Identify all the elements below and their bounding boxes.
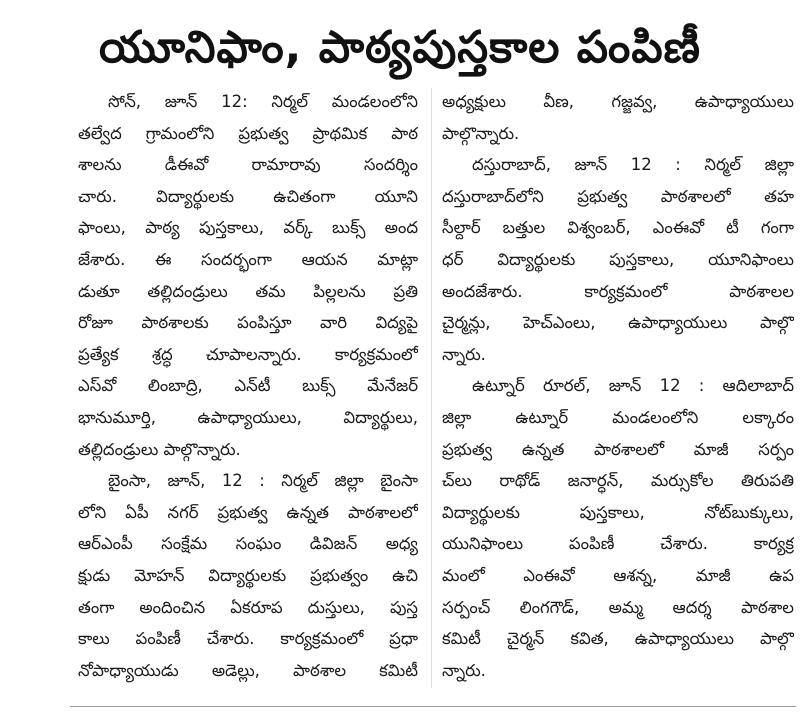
text-line: లోని ఏపీ నగర్‌ ప్రభుత్వ ఉన్నత పాఠశాలలో [78,502,418,522]
text-line: ఎస్‌వో లింబాద్రి, ఎన్‌టీ బుక్స్‌ మేనేజర్‌ [78,376,418,396]
column-divider [431,88,432,688]
text-line: సోన్‌, జూన్‌ 12: నిర్మల్‌ మండలంలోని [108,92,418,111]
text-line: సీల్దార్‌ బత్తుల విశ్వంబర్‌, ఎంఈవో టీ గంగా [442,218,794,238]
text-line: అధ్యక్షులు వీణ, గజ్జవ్వ, ఉపాధ్యాయులు [442,92,794,111]
text-line: భానుమూర్తి, ఉపాధ్యాయులు, విద్యార్థులు, [78,407,418,427]
text-line: సర్పంచ్‌ లింగగౌడ్‌, అమ్మ ఆదర్శ పాఠశాల [442,597,794,617]
text-line: మంలో ఎంఈవో ఆశన్న, మాజీ ఉప [442,565,794,585]
text-line: శాలను డీఈవో రామారావు సందర్శిం [78,155,418,175]
text-line: దస్తురాబాద్‌లోని ప్రభుత్వ పాఠశాలలో తహ [442,186,794,206]
text-line: విద్యార్థులకు పుస్తకాలు, నోట్‌బుక్కులు, [442,502,794,522]
text-line: తంగా అందించిన ఏకరూప దుస్తులు, పుస్త [78,597,418,617]
text-line: ధర్‌ విద్యార్థులకు పుస్తకాలు, యూనిఫాంలు [442,249,794,269]
text-line: కాలు పంపిణీ చేశారు. కార్యక్రమంలో ప్రధా [78,629,418,649]
text-line: జేశారు. ఈ సందర్భంగా ఆయన మాట్లా [78,249,418,269]
article-column-left [78,86,418,686]
text-line: పాల్గొన్నారు. [442,123,520,143]
text-line: జిల్లా ఉట్నూర్‌ మండలంలోని లక్కారం [442,407,794,427]
text-line: యునిఫాంలు పంపిణీ చేశారు. కార్యక్ర [442,534,794,554]
text-line: ప్రభుత్వ ఉన్నత పాఠశాలలో మాజీ సర్పం [442,439,794,459]
text-line: ఉట్నూర్‌ రూరల్‌, జూన్‌ 12 : ఆదిలాబాద్‌ [472,376,794,396]
text-line: ప్రత్యేక శ్రద్ధ చూపాలన్నారు. కార్యక్రమంలో [78,344,418,364]
article-column-right [442,86,794,686]
text-line: క్షుడు మోహన్‌ విద్యార్థులకు ప్రభుత్వం ఉచి [78,565,418,585]
text-line: న్నారు. [442,344,486,364]
text-line: తల్వేద గ్రామంలోని ప్రభుత్వ ప్రాథమిక పాఠ [78,123,418,143]
headline: యూనిఫాం, పాఠ్యపుస్తకాల పంపిణీ [98,22,701,73]
text-line: కమిటీ చైర్మన్‌ కవిత, ఉపాధ్యాయులు పాల్గొ [442,629,794,649]
bottom-rule [70,706,796,707]
text-line: బైంసా, జూన్‌, 12 : నిర్మల్‌ జిల్లా బైంసా [108,471,418,491]
text-line: రోజూ పాఠశాలకు పంపిస్తూ వారి విద్యపై [78,313,418,333]
text-line: తల్లిదండ్రులు పాల్గొన్నారు. [78,439,241,459]
text-line: న్నారు. [442,660,486,680]
text-line: అందజేశారు. కార్యక్రమంలో పాఠశాలల [442,281,794,301]
text-line: నోపాధ్యాయుడు అడెల్లు, పాఠశాల కమిటీ [78,660,418,680]
text-line: ఆర్‌ఎంపీ సంక్షేమ సంఘం డివిజన్‌ అధ్య [78,534,418,554]
text-line: డుతూ తల్లిదండ్రులు తమ పిల్లలను ప్రతి [78,281,418,301]
text-line: ఫాంలు, పాఠ్య పుస్తకాలు, వర్క్‌ బుక్స్‌ అంద [78,218,418,238]
text-line: చైర్మన్లు, హెచ్‌ఎంలు, ఉపాధ్యాయులు పాల్గొ [442,313,794,333]
text-line: దస్తురాబాద్‌, జూన్‌ 12 : నిర్మల్‌ జిల్లా [472,155,794,175]
text-line: చారు. విద్యార్థులకు ఉచితంగా యూని [78,186,418,206]
text-line: చ్‌లు రాథోడ్‌ జనార్ధన్‌, మర్సుకోల తిరుపతి [442,471,794,491]
